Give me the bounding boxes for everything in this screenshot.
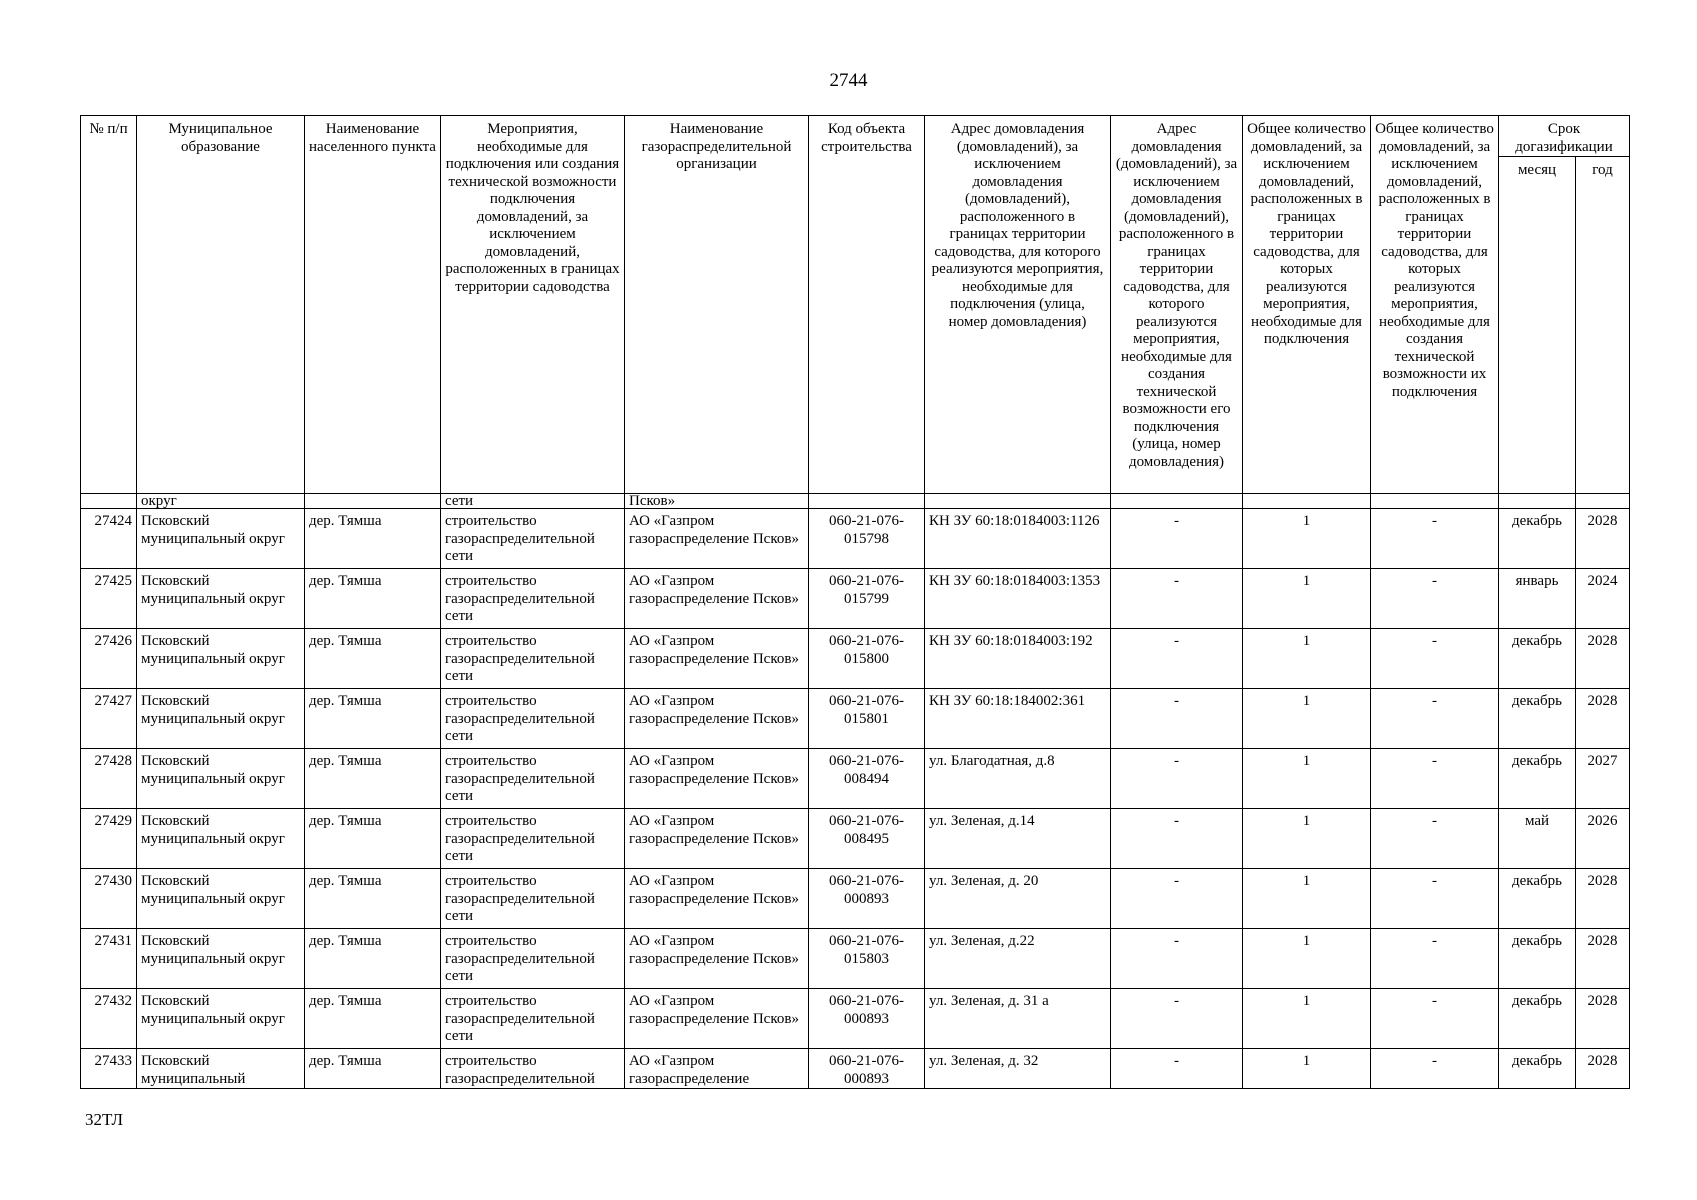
row-number: 27432: [81, 989, 137, 1049]
row-month: май: [1499, 809, 1576, 869]
header-year: год: [1576, 157, 1630, 494]
row-month: январь: [1499, 569, 1576, 629]
header-object-code: Код объекта строительства: [809, 116, 925, 494]
row-object-code: 060-21-076-015801: [809, 689, 925, 749]
row-address: ул. Зеленая, д. 32: [925, 1049, 1111, 1089]
row-object-code: 060-21-076-015800: [809, 629, 925, 689]
row-settlement: дер. Тямша: [305, 569, 441, 629]
row-gas-org: АО «Газпром газораспределение Псков»: [625, 929, 809, 989]
row-year: 2028: [1576, 629, 1630, 689]
row-total-tech: -: [1371, 1049, 1499, 1089]
row-year: 2028: [1576, 1049, 1630, 1089]
row-month: декабрь: [1499, 869, 1576, 929]
row-gas-org: АО «Газпром газораспределение Псков»: [625, 749, 809, 809]
row-gas-org: АО «Газпром газораспределение Псков»: [625, 809, 809, 869]
row-settlement: дер. Тямша: [305, 929, 441, 989]
row-total-tech: -: [1371, 929, 1499, 989]
row-number: 27429: [81, 809, 137, 869]
row-address-tech: -: [1111, 569, 1243, 629]
table-row: [81, 1049, 1630, 1089]
table-row: [81, 869, 1630, 929]
row-year: 2028: [1576, 929, 1630, 989]
row-address: ул. Благодатная, д.8: [925, 749, 1111, 809]
row-municipality: Псковский муниципальный округ: [137, 569, 305, 629]
cont-gas-org: Псков»: [625, 494, 809, 509]
row-municipality: Псковский муниципальный округ: [137, 689, 305, 749]
row-year: 2028: [1576, 509, 1630, 569]
row-year: 2028: [1576, 869, 1630, 929]
header-month: месяц: [1499, 157, 1576, 494]
row-number: 27428: [81, 749, 137, 809]
row-address: ул. Зеленая, д. 20: [925, 869, 1111, 929]
row-gas-org: АО «Газпром газораспределение Псков»: [625, 989, 809, 1049]
table-row: [81, 509, 1630, 569]
row-municipality: Псковский муниципальный округ: [137, 629, 305, 689]
row-measures: строительство газораспределительной сети: [441, 809, 625, 869]
row-object-code: 060-21-076-000893: [809, 869, 925, 929]
row-total: 1: [1243, 689, 1371, 749]
row-object-code: 060-21-076-000893: [809, 1049, 925, 1089]
row-measures: строительство газораспределительной сети: [441, 929, 625, 989]
row-settlement: дер. Тямша: [305, 989, 441, 1049]
row-settlement: дер. Тямша: [305, 509, 441, 569]
row-address: ул. Зеленая, д. 31 а: [925, 989, 1111, 1049]
row-total-tech: -: [1371, 809, 1499, 869]
row-gas-org: АО «Газпром газораспределение Псков»: [625, 569, 809, 629]
row-total: 1: [1243, 869, 1371, 929]
header-address-connect: Адрес домовладения (домовладений), за исключением домовладения (домовладений), расположенного в границах территории садоводства, для которого реализуются мероприятия, необходимые для подключения (улица, номер домовладения): [925, 116, 1111, 494]
row-number: 27425: [81, 569, 137, 629]
cont-municipality: округ: [137, 494, 305, 509]
table-row: [81, 809, 1630, 869]
row-total: 1: [1243, 749, 1371, 809]
table-row: [81, 569, 1630, 629]
row-address-tech: -: [1111, 689, 1243, 749]
header-term: Срок догазификации: [1499, 116, 1630, 157]
row-object-code: 060-21-076-008495: [809, 809, 925, 869]
header-measures: Мероприятия, необходимые для подключения или создания технической возможности подключения домовладений, за исключением домовладений, расположенных в границах территории садоводства: [441, 116, 625, 494]
row-address: КН ЗУ 60:18:184002:361: [925, 689, 1111, 749]
row-settlement: дер. Тямша: [305, 809, 441, 869]
row-measures: строительство газораспределительной сети: [441, 569, 625, 629]
cont-measures: сети: [441, 494, 625, 509]
row-object-code: 060-21-076-015803: [809, 929, 925, 989]
row-total: 1: [1243, 509, 1371, 569]
row-measures: строительство газораспределительной сети: [441, 749, 625, 809]
row-total: 1: [1243, 989, 1371, 1049]
row-object-code: 060-21-076-000893: [809, 989, 925, 1049]
row-object-code: 060-21-076-008494: [809, 749, 925, 809]
header-gas-org: Наименование газораспределительной организации: [625, 116, 809, 494]
header-settlement: Наименование населенного пункта: [305, 116, 441, 494]
row-year: 2026: [1576, 809, 1630, 869]
row-municipality: Псковский муниципальный округ: [137, 809, 305, 869]
table-row: [81, 929, 1630, 989]
row-number: 27430: [81, 869, 137, 929]
row-address-tech: -: [1111, 629, 1243, 689]
table-row: [81, 629, 1630, 689]
row-total: 1: [1243, 1049, 1371, 1089]
row-month: декабрь: [1499, 989, 1576, 1049]
row-address: ул. Зеленая, д.22: [925, 929, 1111, 989]
row-month: декабрь: [1499, 509, 1576, 569]
row-total-tech: -: [1371, 509, 1499, 569]
row-address: КН ЗУ 60:18:0184003:1353: [925, 569, 1111, 629]
row-measures: строительство газораспределительной сети: [441, 689, 625, 749]
row-year: 2027: [1576, 749, 1630, 809]
row-year: 2028: [1576, 989, 1630, 1049]
row-settlement: дер. Тямша: [305, 869, 441, 929]
row-gas-org: АО «Газпром газораспределение: [625, 1049, 809, 1089]
row-number: 27424: [81, 509, 137, 569]
row-month: декабрь: [1499, 929, 1576, 989]
row-address-tech: -: [1111, 509, 1243, 569]
header-num: № п/п: [81, 116, 137, 494]
header-municipality: Муниципальное образование: [137, 116, 305, 494]
row-year: 2028: [1576, 689, 1630, 749]
table-row: [81, 749, 1630, 809]
row-municipality: Псковский муниципальный округ: [137, 869, 305, 929]
row-address-tech: -: [1111, 989, 1243, 1049]
row-settlement: дер. Тямша: [305, 629, 441, 689]
row-settlement: дер. Тямша: [305, 1049, 441, 1089]
row-gas-org: АО «Газпром газораспределение Псков»: [625, 869, 809, 929]
footer-code: 32ТЛ: [85, 1110, 124, 1129]
row-address-tech: -: [1111, 869, 1243, 929]
row-gas-org: АО «Газпром газораспределение Псков»: [625, 689, 809, 749]
row-address-tech: -: [1111, 1049, 1243, 1089]
header-address-tech: Адрес домовладения (домовладений), за исключением домовладения (домовладений), расположенного в границах территории садоводства, для которого реализуются мероприятия, необходимые для создания технической возможности его подключения (улица, номер домовладения): [1111, 116, 1243, 494]
row-total: 1: [1243, 809, 1371, 869]
row-municipality: Псковский муниципальный округ: [137, 749, 305, 809]
row-gas-org: АО «Газпром газораспределение Псков»: [625, 509, 809, 569]
row-address: КН ЗУ 60:18:0184003:1126: [925, 509, 1111, 569]
row-month: декабрь: [1499, 689, 1576, 749]
row-total-tech: -: [1371, 989, 1499, 1049]
row-month: декабрь: [1499, 629, 1576, 689]
row-measures: строительство газораспределительной сети: [441, 869, 625, 929]
row-total-tech: -: [1371, 749, 1499, 809]
row-number: 27426: [81, 629, 137, 689]
table-row: [81, 689, 1630, 749]
row-year: 2024: [1576, 569, 1630, 629]
row-address: КН ЗУ 60:18:0184003:192: [925, 629, 1111, 689]
row-object-code: 060-21-076-015799: [809, 569, 925, 629]
row-address-tech: -: [1111, 809, 1243, 869]
row-address-tech: -: [1111, 749, 1243, 809]
row-municipality: Псковский муниципальный округ: [137, 989, 305, 1049]
row-municipality: Псковский муниципальный округ: [137, 509, 305, 569]
gasification-table: [80, 115, 1630, 1089]
row-total-tech: -: [1371, 869, 1499, 929]
row-settlement: дер. Тямша: [305, 749, 441, 809]
page-number: 2744: [829, 70, 868, 91]
row-total-tech: -: [1371, 689, 1499, 749]
row-number: 27433: [81, 1049, 137, 1089]
row-address-tech: -: [1111, 929, 1243, 989]
row-total-tech: -: [1371, 629, 1499, 689]
row-municipality: Псковский муниципальный округ: [137, 929, 305, 989]
row-measures: строительство газораспределительной: [441, 1049, 625, 1089]
row-total: 1: [1243, 569, 1371, 629]
row-gas-org: АО «Газпром газораспределение Псков»: [625, 629, 809, 689]
row-measures: строительство газораспределительной сети: [441, 989, 625, 1049]
row-measures: строительство газораспределительной сети: [441, 509, 625, 569]
row-number: 27431: [81, 929, 137, 989]
table-row: [81, 989, 1630, 1049]
row-object-code: 060-21-076-015798: [809, 509, 925, 569]
row-total: 1: [1243, 929, 1371, 989]
row-number: 27427: [81, 689, 137, 749]
continuation-row: [81, 494, 1630, 509]
row-settlement: дер. Тямша: [305, 689, 441, 749]
row-month: декабрь: [1499, 749, 1576, 809]
row-address: ул. Зеленая, д.14: [925, 809, 1111, 869]
header-total-connect: Общее количество домовладений, за исключением домовладений, расположенных в границах территории садоводства, для которых реализуются мероприятия, необходимые для подключения: [1243, 116, 1371, 494]
row-total: 1: [1243, 629, 1371, 689]
header-total-tech: Общее количество домовладений, за исключением домовладений, расположенных в границах территории садоводства, для которых реализуются мероприятия, необходимые для создания технической возможности их подключения: [1371, 116, 1499, 494]
row-municipality: Псковский муниципальный: [137, 1049, 305, 1089]
row-measures: строительство газораспределительной сети: [441, 629, 625, 689]
row-month: декабрь: [1499, 1049, 1576, 1089]
row-total-tech: -: [1371, 569, 1499, 629]
